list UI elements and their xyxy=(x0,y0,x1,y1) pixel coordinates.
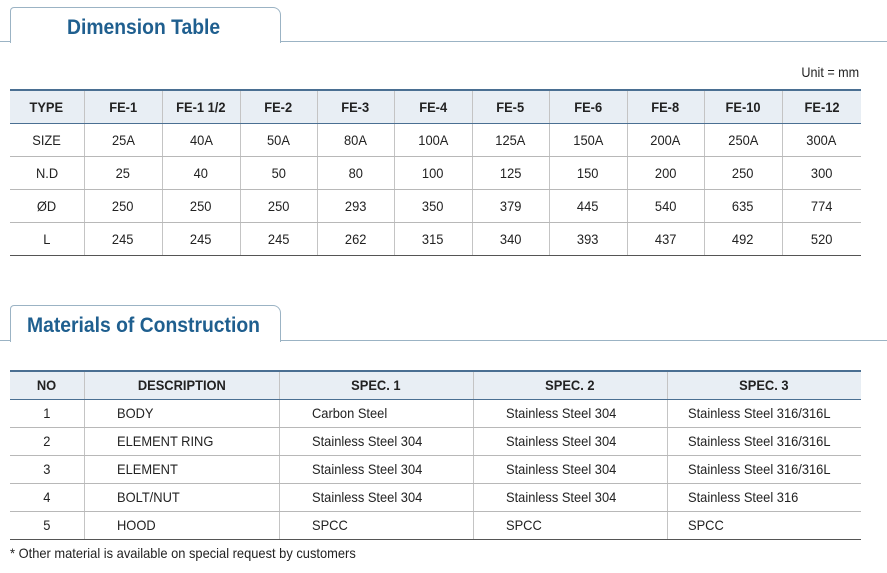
column-header: FE-1 1/2 xyxy=(162,90,240,123)
column-header: FE-8 xyxy=(627,90,704,123)
table-cell: 492 xyxy=(704,222,782,255)
column-header: FE-5 xyxy=(472,90,549,123)
table-cell: N.D xyxy=(10,156,84,189)
table-cell: 250 xyxy=(84,189,162,222)
table-cell: 350 xyxy=(394,189,472,222)
column-header: NO xyxy=(10,371,84,399)
table-row xyxy=(10,222,861,255)
materials-header-row xyxy=(10,371,861,399)
table-cell: Stainless Steel 304 xyxy=(473,399,667,427)
table-cell: SPCC xyxy=(473,511,667,539)
table-cell: 393 xyxy=(549,222,627,255)
table-cell: 379 xyxy=(472,189,549,222)
column-header: FE-3 xyxy=(317,90,394,123)
table-cell: 25 xyxy=(84,156,162,189)
column-header: FE-12 xyxy=(782,90,861,123)
table-cell: 150A xyxy=(549,123,627,156)
table-cell: HOOD xyxy=(84,511,279,539)
table-cell: 245 xyxy=(84,222,162,255)
materials-table xyxy=(10,370,861,540)
column-header: FE-6 xyxy=(549,90,627,123)
dimension-header-row xyxy=(10,90,861,123)
table-row xyxy=(10,511,861,539)
table-cell: ØD xyxy=(10,189,84,222)
column-header: SPEC. 1 xyxy=(279,371,473,399)
table-cell: BOLT/NUT xyxy=(84,483,279,511)
dimension-section-title: Dimension Table xyxy=(67,16,221,39)
table-cell: 125 xyxy=(472,156,549,189)
table-cell: Stainless Steel 304 xyxy=(473,427,667,455)
table-cell: 635 xyxy=(704,189,782,222)
table-row xyxy=(10,123,861,156)
table-row xyxy=(10,156,861,189)
table-cell: 80 xyxy=(317,156,394,189)
column-header: FE-4 xyxy=(394,90,472,123)
table-cell: 445 xyxy=(549,189,627,222)
table-cell: 300 xyxy=(782,156,861,189)
table-cell: 245 xyxy=(240,222,317,255)
column-header: SPEC. 2 xyxy=(473,371,667,399)
table-cell: ELEMENT xyxy=(84,455,279,483)
column-header: SPEC. 3 xyxy=(667,371,861,399)
table-row xyxy=(10,189,861,222)
table-cell: 250 xyxy=(240,189,317,222)
table-cell: 80A xyxy=(317,123,394,156)
table-cell: 5 xyxy=(10,511,84,539)
table-cell: SPCC xyxy=(279,511,473,539)
column-header: TYPE xyxy=(10,90,84,123)
table-cell: Stainless Steel 316/316L xyxy=(667,427,861,455)
table-cell: 100 xyxy=(394,156,472,189)
table-cell: Stainless Steel 316/316L xyxy=(667,455,861,483)
table-cell: 340 xyxy=(472,222,549,255)
table-cell: ELEMENT RING xyxy=(84,427,279,455)
table-cell: 40A xyxy=(162,123,240,156)
table-cell: 245 xyxy=(162,222,240,255)
table-cell: Stainless Steel 304 xyxy=(473,483,667,511)
table-cell: 4 xyxy=(10,483,84,511)
table-cell: 315 xyxy=(394,222,472,255)
table-cell: 200A xyxy=(627,123,704,156)
table-cell: 540 xyxy=(627,189,704,222)
table-cell: 293 xyxy=(317,189,394,222)
table-cell: Stainless Steel 304 xyxy=(279,483,473,511)
table-cell: 40 xyxy=(162,156,240,189)
table-cell: SIZE xyxy=(10,123,84,156)
unit-label: Unit = mm xyxy=(801,64,859,80)
table-cell: 100A xyxy=(394,123,472,156)
table-cell: Stainless Steel 304 xyxy=(279,455,473,483)
table-cell: 3 xyxy=(10,455,84,483)
table-row xyxy=(10,427,861,455)
column-header: FE-10 xyxy=(704,90,782,123)
materials-section-title: Materials of Construction xyxy=(27,314,260,337)
table-cell: 300A xyxy=(782,123,861,156)
footnote: * Other material is available on special request by customers xyxy=(10,545,356,561)
table-cell: 520 xyxy=(782,222,861,255)
table-cell: 50A xyxy=(240,123,317,156)
column-header: FE-2 xyxy=(240,90,317,123)
table-cell: 250A xyxy=(704,123,782,156)
table-cell: 437 xyxy=(627,222,704,255)
table-cell: 150 xyxy=(549,156,627,189)
table-cell: 250 xyxy=(162,189,240,222)
table-cell: 250 xyxy=(704,156,782,189)
table-cell: 1 xyxy=(10,399,84,427)
table-cell: 262 xyxy=(317,222,394,255)
dimension-table xyxy=(10,89,861,256)
table-row xyxy=(10,399,861,427)
table-cell: 50 xyxy=(240,156,317,189)
table-cell: Carbon Steel xyxy=(279,399,473,427)
table-row xyxy=(10,455,861,483)
column-header: DESCRIPTION xyxy=(84,371,279,399)
column-header: FE-1 xyxy=(84,90,162,123)
table-cell: Stainless Steel 304 xyxy=(279,427,473,455)
table-cell: Stainless Steel 316 xyxy=(667,483,861,511)
table-cell: BODY xyxy=(84,399,279,427)
table-cell: 774 xyxy=(782,189,861,222)
table-cell: L xyxy=(10,222,84,255)
table-cell: 125A xyxy=(472,123,549,156)
table-cell: 25A xyxy=(84,123,162,156)
table-cell: 200 xyxy=(627,156,704,189)
table-cell: Stainless Steel 316/316L xyxy=(667,399,861,427)
table-cell: SPCC xyxy=(667,511,861,539)
table-row xyxy=(10,483,861,511)
table-cell: Stainless Steel 304 xyxy=(473,455,667,483)
table-cell: 2 xyxy=(10,427,84,455)
